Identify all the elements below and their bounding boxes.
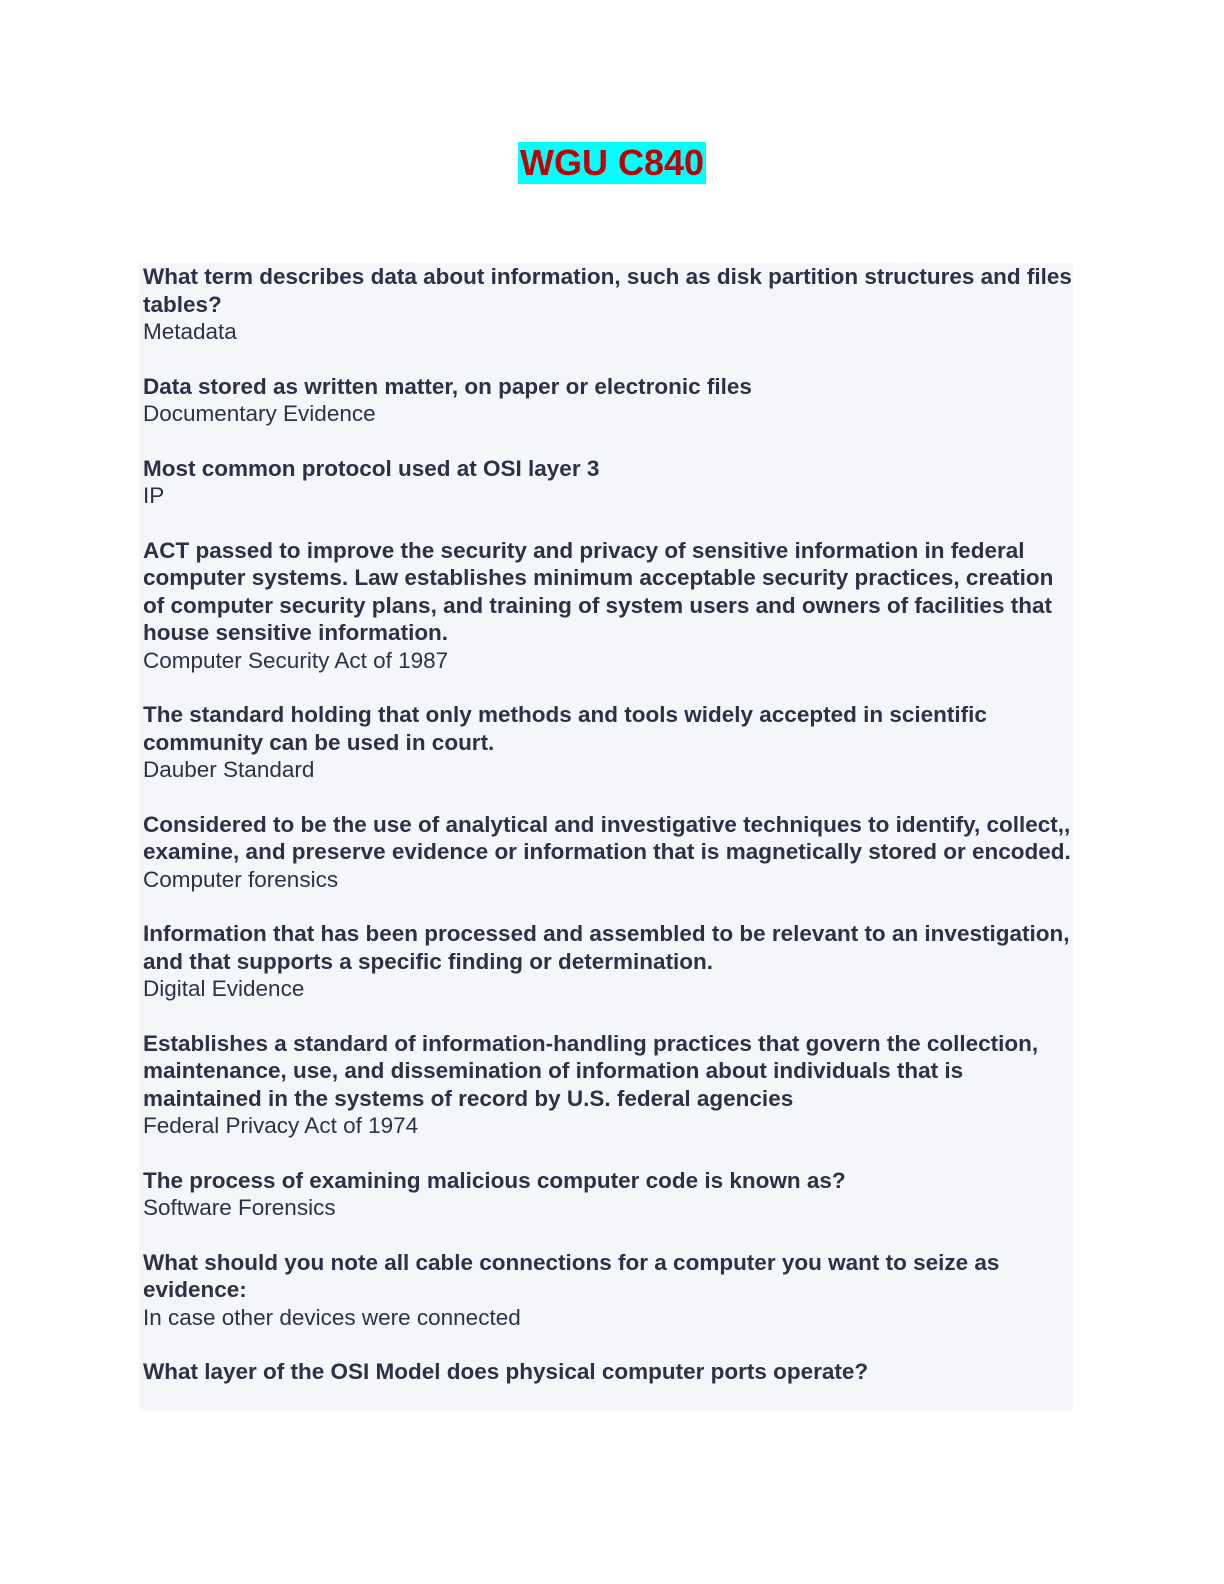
document-title: WGU C840 [519, 142, 705, 183]
answer-text: Digital Evidence [143, 976, 305, 1001]
question-text: ACT passed to improve the security and privacy of sensitive information in federal computer systems. Law establishes minimum acceptable security practices, creation of computer security plans, and training of system users and owners of facilities that house sensitive information. [143, 537, 1054, 645]
qa-item [143, 1167, 1073, 1222]
qa-item [143, 1249, 1073, 1332]
question-text: Information that has been processed and assembled to be relevant to an investigation, and that supports a specific finding or determination. [143, 921, 1070, 974]
qa-item [143, 537, 1073, 675]
qa-item [143, 920, 1073, 1003]
answer-text: Metadata [143, 319, 237, 344]
qa-item [143, 455, 1073, 510]
qa-item [143, 811, 1073, 894]
question-text: The process of examining malicious computer code is known as? [143, 1167, 846, 1193]
qa-item [143, 701, 1073, 784]
qa-item [143, 263, 1073, 346]
question-text: Establishes a standard of information-handling practices that govern the collection, maintenance, use, and dissemination of information about individuals that is maintained in the systems of record by U.S. federal agencies [143, 1030, 1039, 1111]
answer-text: Computer forensics [143, 866, 339, 892]
title-container [0, 142, 1224, 184]
question-text: Most common protocol used at OSI layer 3 [143, 455, 600, 481]
qa-item [143, 373, 1073, 428]
question-text: Data stored as written matter, on paper or electronic files [143, 373, 752, 399]
qa-item [143, 1030, 1073, 1140]
answer-text: Dauber Standard [143, 757, 315, 782]
qa-panel [139, 263, 1073, 1411]
answer-text: Federal Privacy Act of 1974 [143, 1113, 419, 1138]
question-text: The standard holding that only methods and tools widely accepted in scientific community can be used in court. [143, 702, 987, 755]
qa-item [143, 1358, 1073, 1386]
question-text: What layer of the OSI Model does physical computer ports operate? [143, 1359, 869, 1384]
answer-text: Software Forensics [143, 1195, 336, 1220]
question-text: What term describes data about information, such as disk partition structures and files tables? [143, 264, 1072, 317]
answer-text: Documentary Evidence [143, 401, 376, 426]
question-text: Considered to be the use of analytical and investigative techniques to identify, collect,, examine, and preserve evidence or information that is magnetically stored or encoded. [143, 811, 1071, 864]
question-text: What should you note all cable connections for a computer you want to seize as evidence: [143, 1249, 1000, 1302]
answer-text: IP [143, 483, 165, 508]
answer-text: Computer Security Act of 1987 [143, 647, 449, 673]
answer-text: In case other devices were connected [143, 1304, 521, 1330]
